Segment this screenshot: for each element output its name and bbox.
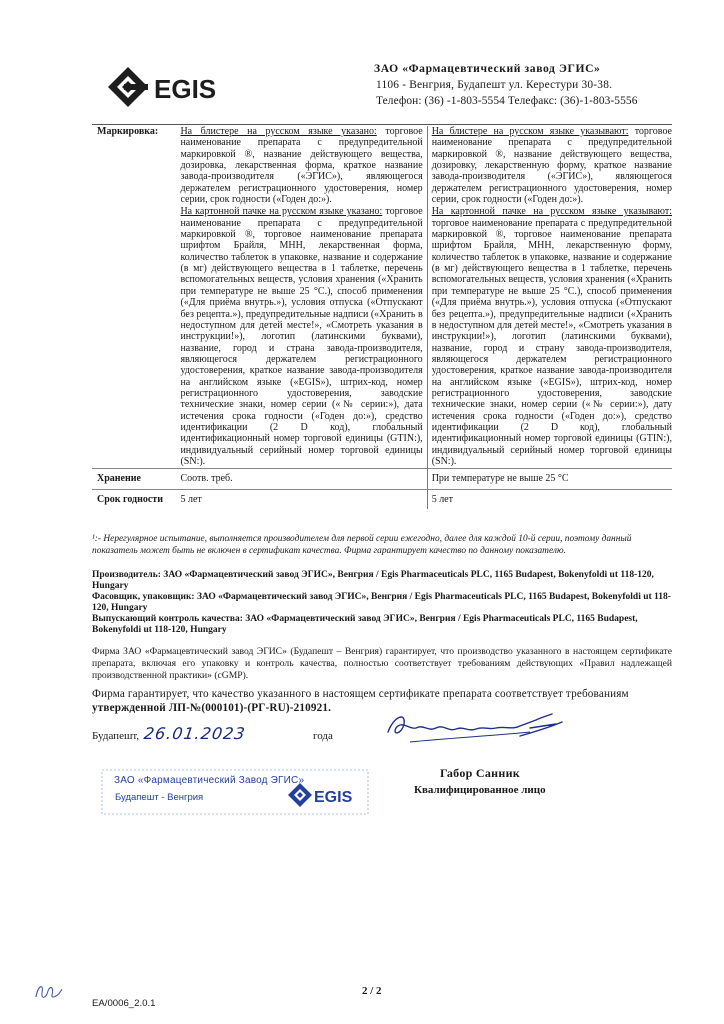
row-label: Хранение	[97, 473, 141, 485]
paragraph-text: торговое наименование препарата с предупредительной маркировкой ®, торговое наименование препарата шрифтом Брайля, МНН, лекарственная форма, количество таблеток в упаковке, название и содержание (в мг) действующего вещества в 1 таблетке, перечень вспомогательных веществ, условия хранения («Хранить при температуре не выше 25 °С.), способ применения («Для приёма внутрь.»), условия отпуска («Отпускают без рецепта.»), предупредительные надписи («Хранить в недоступном для детей месте!», «Смотреть указания в инструкции!»), логотип (латинскими буквами), название, город и страна завода-производителя, являющегося держателем регистрационного удостоверения, краткое название завода-производителя на английском языке («EGIS»), штрих-код, номер регистрационного удостоверения, заводские технические знаки, номер серии («№ серии:»), дата истечения срока годности («Годен до:»), средство идентификации (2 D код), глобальный идентификационный номер торговой единицы (GTIN:), индивидуальный серийный номер торговой единицы (SN:).	[180, 206, 423, 467]
row-label: Маркировка:	[97, 126, 159, 137]
signer-title: Квалифицированное лицо	[414, 784, 546, 796]
company-name: ЗАО «Фармацевтический завод ЭГИС»	[374, 62, 601, 75]
paragraph-carton-left	[180, 206, 422, 467]
spec-cell-left	[180, 126, 427, 469]
year-word: года	[313, 730, 333, 742]
handwritten-date: 26.01.2023	[142, 724, 247, 743]
spec-cell-right: 5 лет	[431, 493, 453, 505]
company-phone: Телефон: (36) -1-803-5554 Телефакс: (36)-1-803-5556	[376, 95, 638, 107]
header-rule	[92, 124, 672, 125]
stamp-egis-logo	[286, 780, 366, 810]
paragraph-lead: На блистере на русском языке указывают:	[431, 126, 629, 137]
footnote: ¹:- Нерегулярное испытание, выполняется производителем для первой серии ежегодно, далее для каждой 10-й серии, поэтому данный показатель может быть не включен в сертификат качества. Фирма гарантирует качество по данному показателю.	[92, 534, 632, 556]
paragraph-text: торговое наименование препарата с предупредительной маркировкой ®, название действующего вещества, дозировку, лекарственную форму, краткое название завода-производителя («ЭГИС»), являющегося держателем регистрационного удостоверения, номер серии, срок годности («Годен до:»).	[431, 126, 672, 206]
conformity-registration: утвержденной ЛП-№(000101)-(РГ-RU)-210921.	[92, 701, 332, 714]
specification-table	[92, 126, 672, 509]
egis-logo	[104, 62, 224, 112]
spec-cell-right: При температуре не выше 25 °С	[431, 473, 569, 485]
stamp-logo-text: EGIS	[314, 789, 353, 806]
packager-info: Фасовщик, упаковщик: ЗАО «Фармацевтический завод ЭГИС», Венгрия / Egis Pharmaceuticals PLC, 1165 Budapest, Bokenyfoldi ut 118-120, Hungary	[92, 592, 671, 614]
signer-name: Габор Санник	[440, 766, 521, 780]
handwritten-signature	[380, 702, 580, 762]
table-row-shelf-life	[92, 489, 672, 509]
page-number: 2 / 2	[362, 985, 382, 997]
spec-cell-left: Соотв. треб.	[180, 469, 427, 489]
table-row-marking	[92, 126, 672, 469]
producer-info: Производитель: ЗАО «Фармацевтический завод ЭГИС», Венгрия / Egis Pharmaceuticals PLC, 1165 Budapest, Bokenyfoldi ut 118-120, Hungary	[92, 570, 654, 592]
paragraph-carton-right	[432, 206, 672, 467]
conformity-text: Фирма гарантирует, что качество указанного в настоящем сертификате препарата соответствует требованиям	[92, 688, 629, 700]
table-row-storage	[92, 469, 672, 489]
paragraph-lead: На блистере на русском языке указано:	[180, 126, 377, 137]
gmp-guarantee: Фирма ЗАО «Фармацевтический завод ЭГИС» (Будапешт – Венгрия) гарантирует, что производство указанного в настоящем сертификате препарата, включая его упаковку и контроль качества, полностью соответствует требованиям действующих «Правил надлежащей производственной практики» (cGMP).	[92, 646, 672, 681]
stamp-line-1: ЗАО «Фармацевтический Завод ЭГИС»	[114, 775, 305, 786]
paragraph-blister-left	[180, 126, 422, 205]
paragraph-lead: На картонной пачке на русском языке указано:	[180, 206, 383, 218]
spec-cell-right	[427, 126, 672, 469]
paragraph-text: торговое наименование препарата с предупредительной маркировкой ®, название действующего вещества, дозировка, лекарственная форма, краткое название завода-производителя («ЭГИС»), являющегося держателем регистрационного удостоверения, номер серии, срок годности («Годен до:»).	[180, 126, 423, 206]
signing-city: Будапешт,	[92, 730, 140, 742]
form-code: EA/0006_2.0.1	[92, 998, 156, 1009]
handwritten-initials	[32, 977, 68, 1003]
stamp-line-2: Будапешт - Венгрия	[115, 792, 204, 803]
paragraph-lead: На картонной пачке на русском языке указывают:	[431, 206, 672, 218]
paragraph-blister-right	[432, 126, 672, 205]
quality-control-info: Выпускающий контроль качества: ЗАО «Фармацевтический завод ЭГИС», Венгрия / Egis Pharmaceuticals PLC, 1165 Budapest, Bokenyfoldi ut 118-120, Hungary	[92, 614, 638, 636]
spec-cell-left: 5 лет	[180, 489, 427, 509]
logo-text: EGIS	[154, 74, 217, 104]
row-label: Срок годности	[97, 493, 163, 505]
paragraph-text: торговое наименование препарата с предупредительной маркировкой ®, торговое наименование препарата шрифтом Брайля, МНН, лекарственную форму, количество таблеток в упаковке, название и содержание (в мг) действующего вещества в 1 таблетке, перечень вспомогательных веществ, условия хранения («Хранить при температуре не выше 25 °С.), способ применения («Для приёма внутрь.»), условия отпуска («Отпускают без рецепта.»), предупредительные надписи («Хранить в недоступном для детей месте!», «Смотреть указания в инструкции!»), логотип (латинскими буквами), название, город и страну завода-производителя, являющегося держателем регистрационного удостоверения, краткое название завода-производителя на английском языке («EGIS»), штрих-код, номер регистрационного удостоверения, заводские технические знаки, номер серии («№ серии:»), дату истечения срока годности («Годен до:»), средство идентификации (2 D код), глобальный идентификационный номер торговой единицы (GTIN:), индивидуальный серийный номер торговой единицы (SN:).	[431, 217, 672, 467]
company-address: 1106 - Венгрия, Будапешт ул. Керестури 30-38.	[376, 79, 613, 91]
